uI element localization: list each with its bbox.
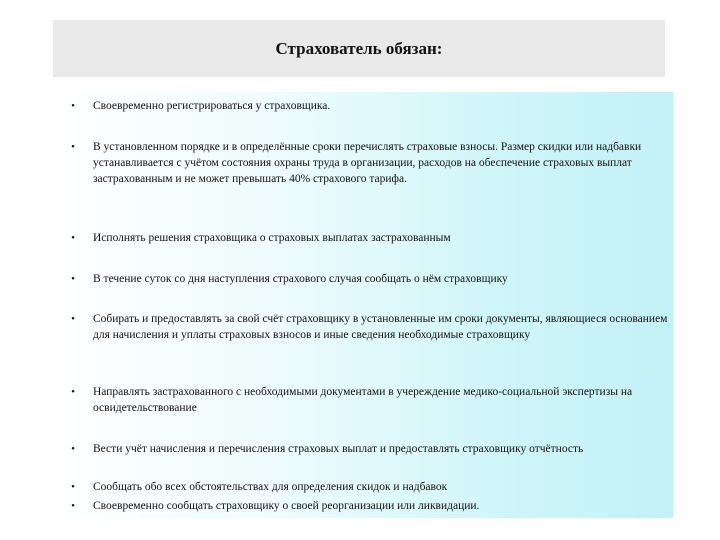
- list-item: [53, 230, 673, 246]
- list-item: [53, 441, 673, 457]
- slide-title: Страхователь обязан:: [275, 38, 443, 58]
- bullet-icon: •: [71, 481, 75, 493]
- list-item: [53, 384, 673, 416]
- list-item: [53, 271, 673, 287]
- bullet-icon: •: [71, 313, 75, 325]
- bullet-icon: •: [71, 443, 75, 455]
- content-box: [53, 92, 673, 518]
- list-item: [53, 311, 673, 343]
- bullet-icon: •: [71, 232, 75, 244]
- bullet-icon: •: [71, 141, 75, 153]
- list-item-text: Исполнять решения страховщика о страховых выплатах застрахованным: [93, 232, 451, 244]
- list-item: [53, 98, 673, 114]
- bullet-icon: •: [71, 100, 75, 112]
- list-item-text: В течение суток со дня наступления страхового случая сообщать о нём страховщику: [93, 273, 508, 285]
- title-band: [53, 20, 665, 77]
- list-item: [53, 139, 673, 187]
- list-item-text: Сообщать обо всех обстоятельствах для определения скидок и надбавок: [93, 481, 448, 493]
- list-item: [53, 498, 673, 514]
- obligations-list: [53, 92, 673, 518]
- bullet-icon: •: [71, 500, 75, 512]
- list-item-text: В установленном порядке и в определённые сроки перечислять страховые взносы. Размер скидки или надбавки устанавливается с учётом состояния охраны труда в организации, расходов на обеспечение страховых выплат застрахованным и не может превышать 40% страхового тарифа.: [93, 141, 642, 185]
- list-item-text: Своевременно сообщать страховщику о своей реорганизации или ликвидации.: [93, 500, 480, 512]
- list-item-text: Вести учёт начисления и перечисления страховых выплат и предоставлять страховщику отчётность: [93, 443, 584, 455]
- bullet-icon: •: [71, 273, 75, 285]
- list-item-text: Собирать и предоставлять за свой счёт страховщику в установленные им сроки документы, являющиеся основанием для начисления и уплаты страховых взносов и иные сведения необходимые страховщику: [93, 313, 668, 341]
- bullet-icon: •: [71, 386, 75, 398]
- list-item-text: Направлять застрахованного с необходимыми документами в учереждение медико-социальной экспертизы на освидетельствование: [93, 386, 633, 414]
- list-item: [53, 479, 673, 495]
- list-item-text: Своевременно регистрироваться у страховщика.: [93, 100, 331, 112]
